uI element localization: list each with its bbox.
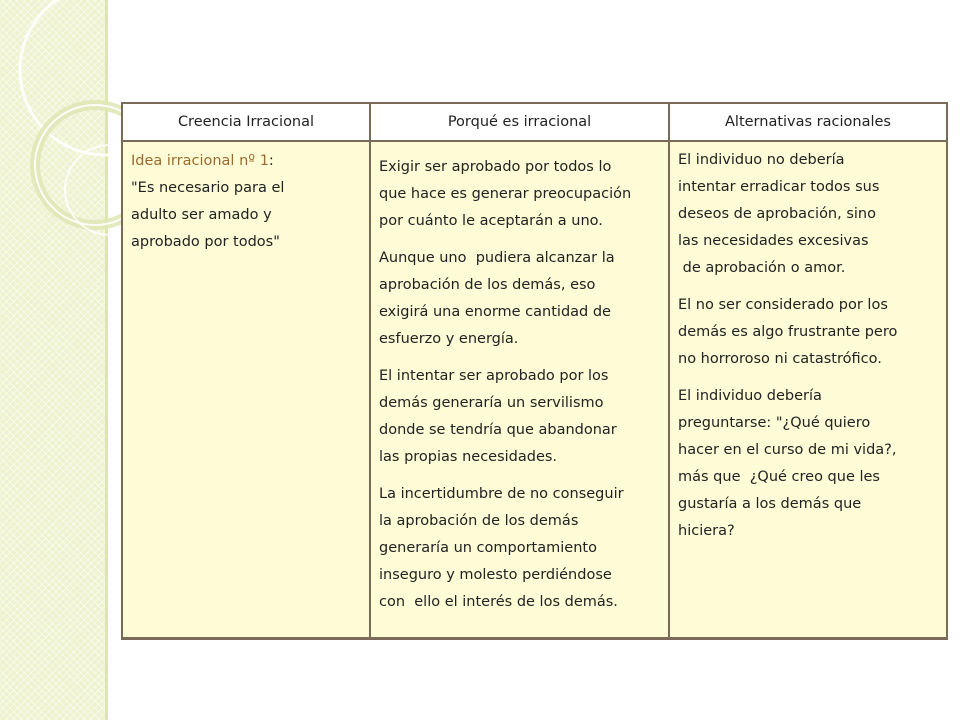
text-line: El no ser considerado por los: [678, 297, 888, 313]
beliefs-table: [121, 102, 948, 640]
cell-creencia-content: [123, 142, 369, 256]
text-line: hiciera?: [678, 523, 735, 539]
text-line: gustaría a los demás que: [678, 496, 862, 512]
text-line: intentar erradicar todos sus: [678, 179, 880, 195]
text-line: con ello el interés de los demás.: [379, 594, 618, 610]
cell-porque-content: [371, 142, 668, 616]
text-line: exigirá una enorme cantidad de: [379, 304, 611, 320]
text-line: preguntarse: "¿Qué quiero: [678, 415, 871, 431]
text-line: esfuerzo y energía.: [379, 331, 519, 347]
idea-colon: :: [268, 153, 274, 169]
text-line: Aunque uno pudiera alcanzar la: [379, 250, 615, 266]
cell-creencia: [122, 141, 370, 639]
text-line: no horroroso ni catastrófico.: [678, 351, 882, 367]
paragraph: [678, 147, 938, 282]
header-porque-irracional: Porqué es irracional: [370, 103, 669, 141]
idea-quote-line: "Es necesario para el: [131, 180, 285, 196]
text-line: inseguro y molesto perdiéndose: [379, 567, 612, 583]
paragraph: [379, 363, 660, 471]
header-creencia-irracional: Creencia Irracional: [122, 103, 370, 141]
header-alternativas-racionales: Alternativas racionales: [669, 103, 947, 141]
idea-heading: [131, 148, 361, 175]
text-line: Exigir ser aprobado por todos lo: [379, 159, 612, 175]
text-line: generaría un comportamiento: [379, 540, 597, 556]
text-line: que hace es generar preocupación: [379, 186, 632, 202]
idea-quote-line: aprobado por todos": [131, 234, 280, 250]
paragraph: [678, 292, 938, 373]
paragraph: [379, 154, 660, 235]
text-line: la aprobación de los demás: [379, 513, 579, 529]
text-line: deseos de aprobación, sino: [678, 206, 876, 222]
text-line: de aprobación o amor.: [678, 260, 846, 276]
text-line: las necesidades excesivas: [678, 233, 869, 249]
text-line: La incertidumbre de no conseguir: [379, 486, 624, 502]
cell-porque: [370, 141, 669, 639]
text-line: El intentar ser aprobado por los: [379, 368, 609, 384]
paragraph: [379, 481, 660, 616]
text-line: por cuánto le aceptarán a uno.: [379, 213, 603, 229]
text-line: demás generaría un servilismo: [379, 395, 604, 411]
idea-label: Idea irracional nº 1: [131, 153, 269, 169]
text-line: El individuo no debería: [678, 152, 845, 168]
text-line: donde se tendría que abandonar: [379, 422, 617, 438]
text-line: aprobación de los demás, eso: [379, 277, 596, 293]
text-line: hacer en el curso de mi vida?,: [678, 442, 897, 458]
beliefs-table-container: [121, 102, 940, 640]
table-row: [122, 141, 947, 639]
cell-alternativas: [669, 141, 947, 639]
paragraph: [379, 245, 660, 353]
text-line: más que ¿Qué creo que les: [678, 469, 880, 485]
idea-quote-line: adulto ser amado y: [131, 207, 272, 223]
table-header-row: [122, 103, 947, 141]
text-line: demás es algo frustrante pero: [678, 324, 898, 340]
paragraph: [678, 383, 938, 545]
text-line: las propias necesidades.: [379, 449, 558, 465]
decorative-rings: [0, 0, 140, 300]
text-line: El individuo debería: [678, 388, 822, 404]
cell-alternativas-content: [670, 142, 946, 545]
